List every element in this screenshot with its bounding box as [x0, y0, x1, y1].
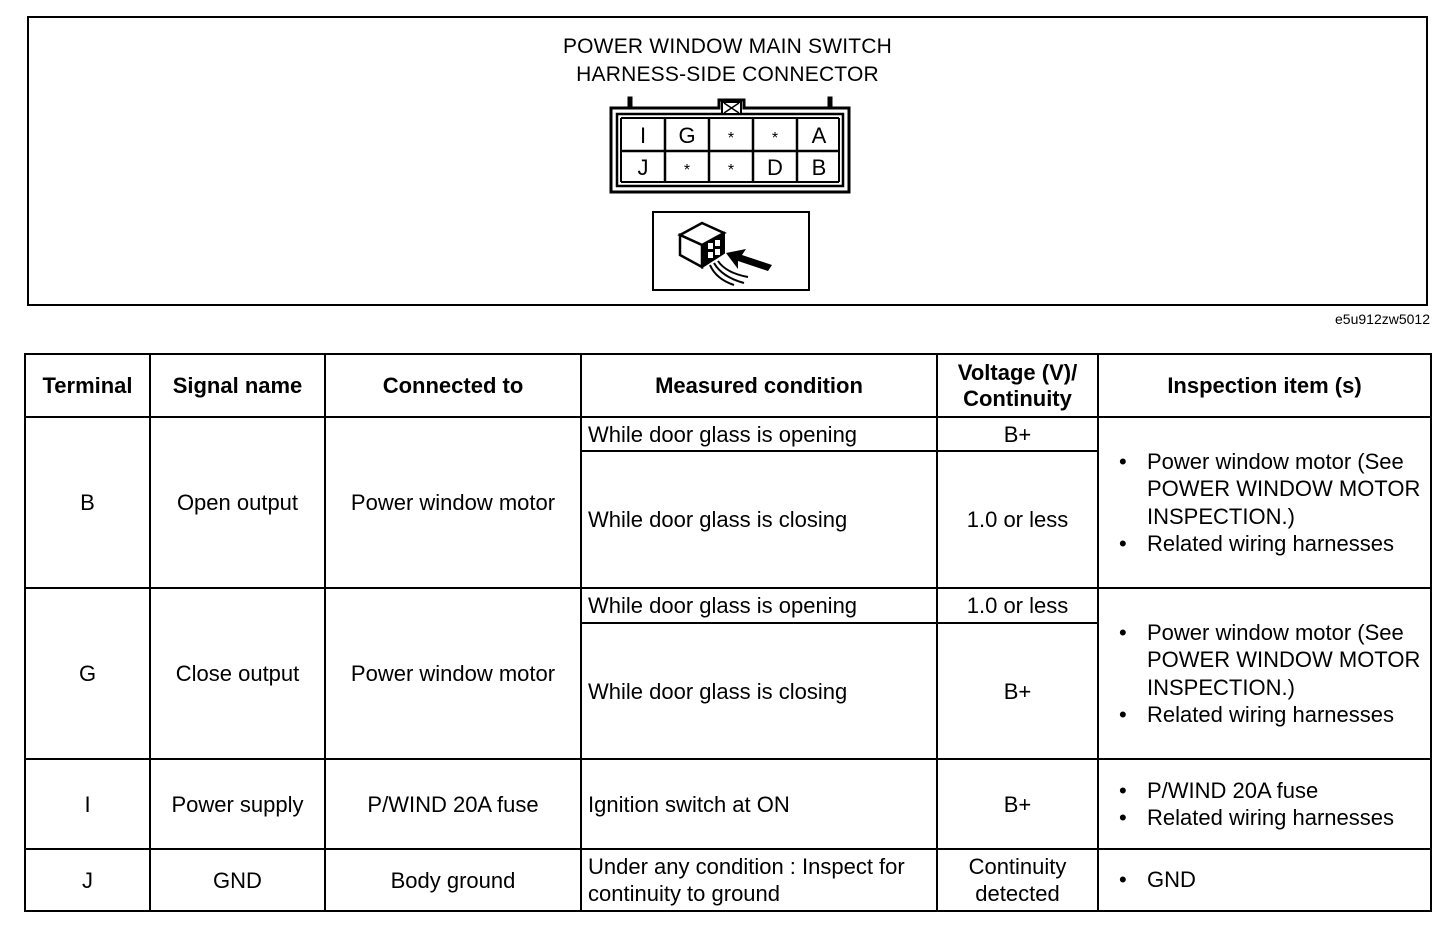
diagram-title-line2: HARNESS-SIDE CONNECTOR: [576, 63, 879, 86]
pin-bottom-5: B: [811, 155, 827, 180]
condition-cell: While door glass is opening: [581, 417, 937, 451]
inspection-item: • Related wiring harnesses: [1105, 701, 1424, 729]
pin-bottom-1: J: [637, 155, 649, 180]
table-row: [25, 849, 1431, 911]
header-voltage-line2: Continuity: [963, 385, 1072, 411]
inspection-cell: [1098, 588, 1431, 759]
value-cell: 1.0 or less: [937, 451, 1098, 588]
condition-cell: While door glass is opening: [581, 588, 937, 623]
value-cell: Continuity detected: [937, 849, 1098, 911]
table-row: [25, 759, 1431, 849]
table-header-row: [25, 354, 1431, 417]
inspection-item: • Power window motor (See POWER WINDOW MOTOR INSPECTION.): [1105, 619, 1424, 702]
condition-cell: While door glass is closing: [581, 623, 937, 759]
signal-cell: Open output: [150, 417, 325, 588]
inspection-item: • Power window motor (See POWER WINDOW MOTOR INSPECTION.): [1105, 448, 1424, 531]
value-cell: B+: [937, 417, 1098, 451]
inspection-item: • P/WIND 20A fuse: [1105, 777, 1424, 805]
header-signal-name: Signal name: [150, 354, 325, 417]
connected-cell: Power window motor: [325, 417, 581, 588]
header-terminal: Terminal: [25, 354, 150, 417]
table-row: [25, 417, 1431, 451]
pin-bottom-3: *: [727, 162, 735, 179]
pin-top-5: A: [811, 123, 827, 148]
terminal-cell: I: [25, 759, 150, 849]
connected-cell: P/WIND 20A fuse: [325, 759, 581, 849]
inspection-item: • GND: [1105, 866, 1424, 894]
terminal-cell: G: [25, 588, 150, 759]
inspection-item: • Related wiring harnesses: [1105, 530, 1424, 558]
value-cell: B+: [937, 759, 1098, 849]
pin-top-3: *: [727, 130, 735, 147]
pin-top-1: I: [639, 123, 647, 148]
connected-cell: Power window motor: [325, 588, 581, 759]
condition-cell: While door glass is closing: [581, 451, 937, 588]
table-row: [25, 588, 1431, 623]
header-inspection-items: Inspection item (s): [1098, 354, 1431, 417]
header-connected-to: Connected to: [325, 354, 581, 417]
signal-cell: GND: [150, 849, 325, 911]
pin-bottom-4: D: [767, 155, 783, 180]
inspection-cell: [1098, 849, 1431, 911]
terminal-cell: B: [25, 417, 150, 588]
pin-top-4: *: [771, 130, 779, 147]
inspection-item: • Related wiring harnesses: [1105, 804, 1424, 832]
header-voltage-line1: Voltage (V)/: [957, 359, 1078, 385]
terminal-cell: J: [25, 849, 150, 911]
inspection-cell: [1098, 759, 1431, 849]
connected-cell: Body ground: [325, 849, 581, 911]
pin-bottom-2: *: [683, 162, 691, 179]
value-cell: B+: [937, 623, 1098, 759]
terminal-inspection-table: [24, 353, 1432, 912]
header-voltage: [937, 354, 1098, 417]
condition-cell: Ignition switch at ON: [581, 759, 937, 849]
diagram-title-line1: POWER WINDOW MAIN SWITCH: [562, 35, 893, 58]
pin-top-2: G: [678, 123, 696, 148]
condition-cell: Under any condition : Inspect for continuity to ground: [581, 849, 937, 911]
harness-connector-front-view-icon: [652, 211, 810, 291]
inspection-cell: [1098, 417, 1431, 588]
signal-cell: Power supply: [150, 759, 325, 849]
value-cell: 1.0 or less: [937, 588, 1098, 623]
header-measured-condition: Measured condition: [581, 354, 937, 417]
harness-connector-face: [609, 96, 851, 196]
signal-cell: Close output: [150, 588, 325, 759]
image-code: e5u912zw5012: [1335, 311, 1430, 327]
connector-diagram: [27, 16, 1428, 306]
